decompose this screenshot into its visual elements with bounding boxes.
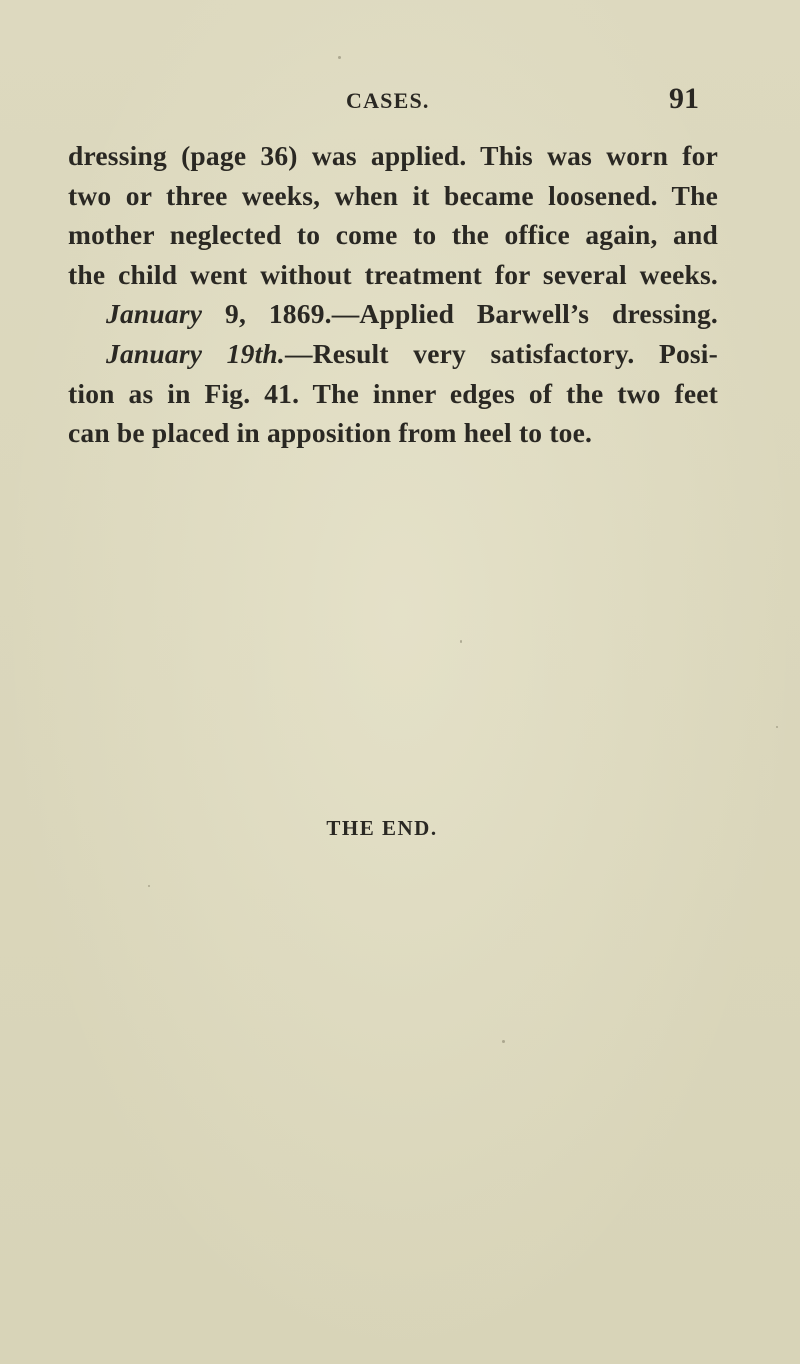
paper-speck: [460, 640, 462, 643]
the-end-mark: [0, 816, 800, 841]
text-line-8: can be placed in apposition from heel to toe.: [68, 417, 593, 449]
text-line-7: tion as in Fig. 41. The inner edges of the two feet: [68, 377, 718, 409]
entry-text: —Result very satisfactory. Posi-: [285, 337, 718, 369]
text-line-2: two or three weeks, when it became loosened. The: [68, 179, 718, 211]
entry-january-19: [68, 334, 718, 374]
body-text: [68, 136, 718, 453]
page-number: 91: [669, 82, 699, 115]
paper-speck: [776, 726, 778, 728]
entry-date-month: January: [106, 298, 203, 330]
running-head: [0, 82, 800, 122]
paper-speck: [338, 56, 341, 59]
entry-text: 9, 1869.—Applied Barwell’s dressing.: [202, 298, 718, 330]
paper-speck: [148, 885, 150, 887]
entry-january-9: [68, 294, 718, 334]
entry-date-month: January: [106, 337, 203, 369]
running-title: CASES.: [346, 88, 430, 113]
the-end-text: THE END.: [326, 816, 438, 840]
paper-speck: [502, 1040, 505, 1043]
text-line-4: the child went without treatment for several weeks.: [68, 258, 718, 290]
text-line-1: dressing (page 36) was applied. This was worn for: [68, 140, 718, 171]
text-line-3: mother neglected to come to the office again, and: [68, 219, 718, 251]
entry-date-day: 19th.: [202, 337, 285, 369]
